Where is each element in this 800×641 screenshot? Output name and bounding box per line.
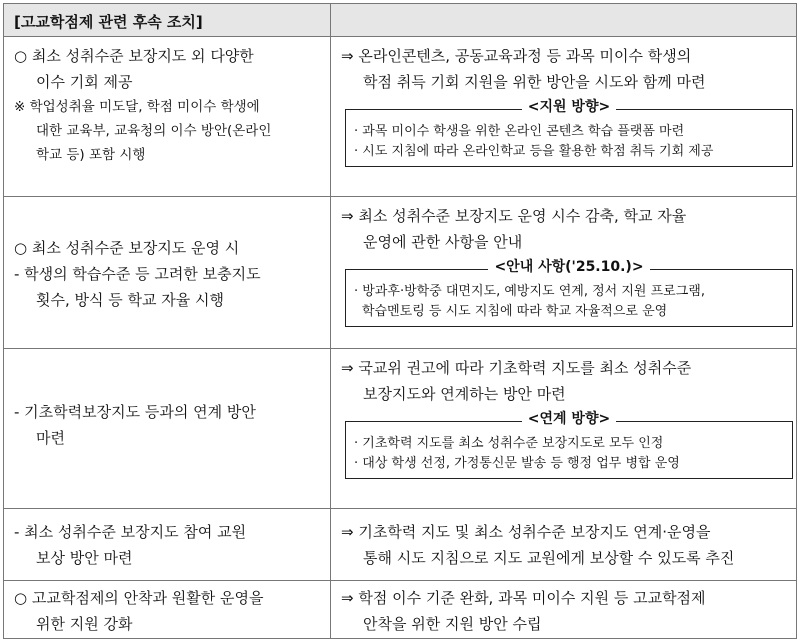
row-right-cell [331,37,796,196]
box-line: · 기초학력 지도를 최소 성취수준 보장지도로 모두 인정 [354,436,664,451]
row-text: ⇒ 최소 성취수준 보장지도 운영 시수 감축, 학교 자율 [341,207,687,225]
row-text: 학점 취득 기회 지원을 위한 방안을 시도와 함께 마련 [363,73,706,91]
row-text: ○ 고교학점제의 안착과 원활한 운영을 [14,589,264,607]
row-text: 안착을 위한 지원 방안 수립 [363,615,542,633]
table-header-row [4,4,796,36]
row-right-cell [331,509,796,580]
table-row [4,36,796,196]
box-line: 학습멘토링 등 시도 지침에 따라 학교 자율적으로 운영 [362,304,668,319]
table-row [4,508,796,580]
row-text: - 최소 성취수준 보장지도 참여 교원 [14,523,247,541]
row-text: ⇒ 온라인콘텐츠, 공동교육과정 등 과목 미이수 학생의 [341,47,692,65]
row-text: ⇒ 학점 이수 기준 완화, 과목 미이수 지원 등 고교학점제 [341,589,706,607]
table-row [4,196,796,348]
row-left-cell [4,581,331,638]
box-line: · 과목 미이수 학생을 위한 온라인 콘텐츠 학습 플랫폼 마련 [354,124,685,139]
guidance-box [345,259,793,327]
box-title: <지원 방향> [522,99,616,115]
row-left-cell [4,509,331,580]
table-row [4,348,796,508]
note-text: 학교 등) 포함 시행 [36,147,146,163]
row-left-cell [4,349,331,508]
row-text: 운영에 관한 사항을 안내 [363,233,523,251]
box-line: · 대상 학생 선정, 가정통신문 발송 등 행정 업무 병합 운영 [354,456,680,471]
row-left-cell [4,37,331,196]
row-text: 통해 시도 지침으로 지도 교원에게 보상할 수 있도록 추진 [363,549,735,567]
header-left-cell [4,4,331,36]
support-direction-box [345,99,793,167]
row-right-cell [331,581,796,638]
row-text: 횟수, 방식 등 학교 자율 시행 [36,291,224,309]
row-text: 위한 지원 강화 [36,615,133,633]
box-title: <안내 사항('25.10.)> [488,259,649,275]
row-right-cell [331,349,796,508]
row-text: 이수 기회 제공 [36,73,133,91]
row-text: ○ 최소 성취수준 보장지도 외 다양한 [14,47,254,65]
box-title: <연계 방향> [522,411,616,427]
note-text: 대한 교육부, 교육청의 이수 방안(온라인 [36,123,272,139]
row-text: - 학생의 학습수준 등 고려한 보충지도 [14,265,261,283]
note-text: ※ 학업성취율 미도달, 학점 미이수 학생에 [14,99,260,115]
table-title: [고교학점제 관련 후속 조치] [14,13,203,31]
row-text: ⇒ 국교위 권고에 따라 기초학력 지도를 최소 성취수준 [341,359,692,377]
row-text: ⇒ 기초학력 지도 및 최소 성취수준 보장지도 연계·운영을 [341,523,711,541]
follow-up-measures-table [3,3,797,639]
linkage-direction-box [345,411,793,479]
row-text: 보장지도와 연계하는 방안 마련 [363,385,566,403]
row-text: ○ 최소 성취수준 보장지도 운영 시 [14,239,240,257]
table-row [4,580,796,638]
row-left-cell [4,197,331,348]
row-text: 보상 방안 마련 [36,549,133,567]
box-line: · 방과후·방학중 대면지도, 예방지도 연계, 정서 지원 프로그램, [354,284,705,299]
header-right-cell [331,4,796,36]
row-text: - 기초학력보장지도 등과의 연계 방안 [14,403,256,421]
box-line: · 시도 지침에 따라 온라인학교 등을 활용한 학점 취득 기회 제공 [354,144,714,159]
row-text: 마련 [36,429,65,447]
row-right-cell [331,197,796,348]
